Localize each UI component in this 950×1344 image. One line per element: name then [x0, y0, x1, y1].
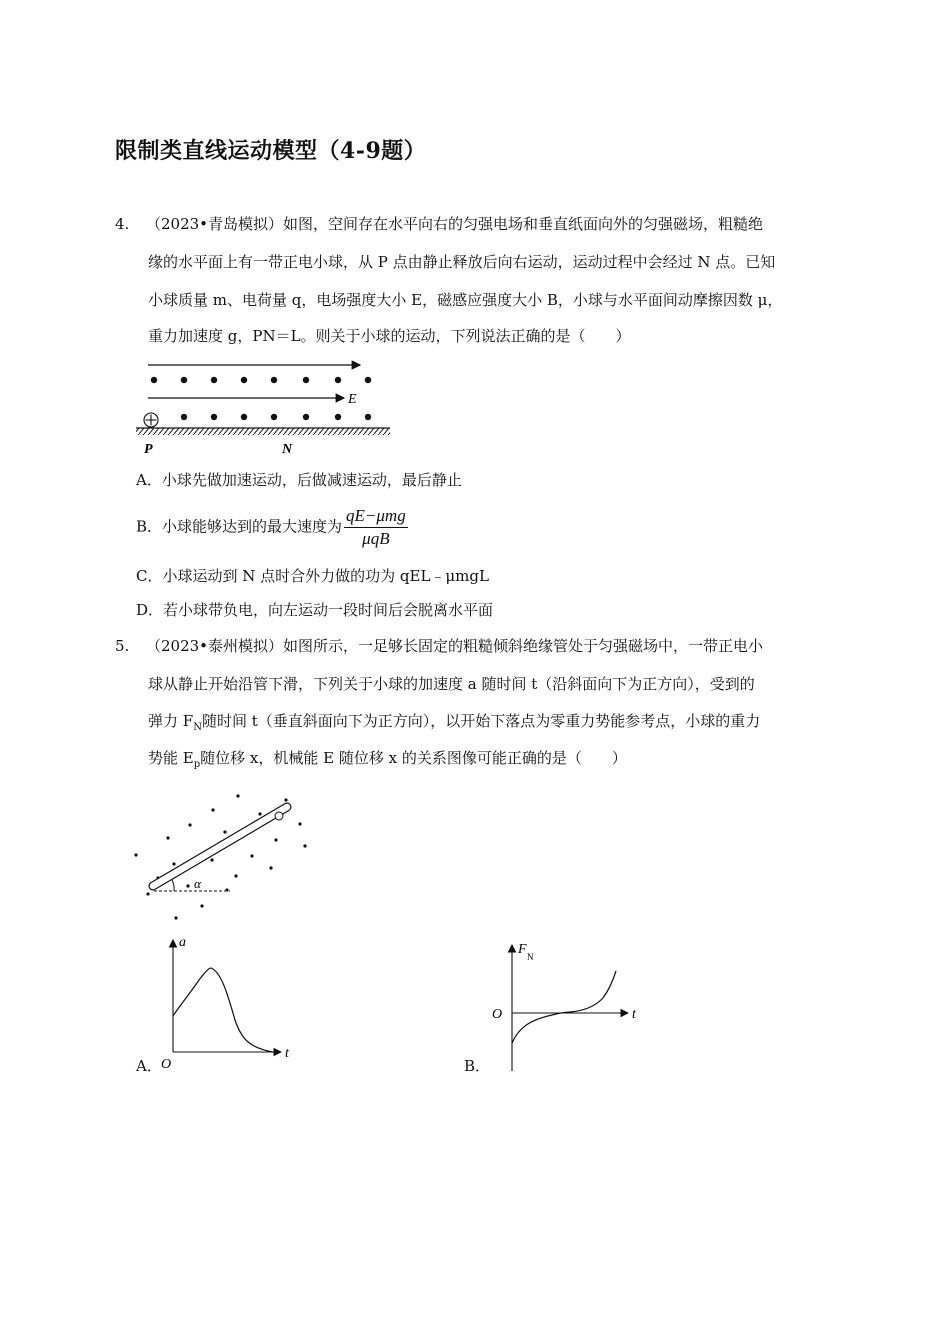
graph-b-x-label: t — [632, 1007, 636, 1022]
line-3-prefix: 弹力 F — [148, 712, 194, 730]
question-5-line-3 — [148, 711, 760, 738]
line-4-subscript: p — [193, 759, 201, 770]
graph-b-origin: O — [492, 1007, 503, 1022]
magnetic-field-dots-row-1 — [151, 377, 371, 383]
ground-hatching — [136, 428, 390, 435]
option-a: A．小球先做加速运动，后做减速运动，最后静止 — [136, 471, 462, 489]
option-d: D．若小球带负电，向左运动一段时间后会脱离水平面 — [136, 601, 494, 619]
inclined-tube-diagram — [128, 790, 313, 925]
angle-arc — [172, 880, 174, 891]
graph-b-curve — [512, 971, 616, 1043]
positive-charge-ball — [144, 413, 158, 427]
option-b-text: B．小球能够达到的最大速度为 — [136, 517, 343, 536]
fraction-denominator: μqB — [362, 529, 390, 548]
option-a-label: A． — [136, 1057, 162, 1075]
question-4-line-4: 重力加速度 g，PN＝L。则关于小球的运动，下列说法正确的是（ ） — [148, 327, 631, 345]
line-4-prefix: 势能 E — [148, 749, 194, 767]
graph-a-curve — [173, 968, 273, 1052]
graph-a-origin: O — [161, 1057, 172, 1072]
magnetic-field-dots-row-2 — [181, 414, 371, 420]
graph-b-y-label: F — [518, 942, 527, 957]
graph-a-y-label: a — [179, 935, 186, 950]
graph-a-x-label: t — [285, 1046, 289, 1061]
question-4-line-1: （2023•青岛模拟）如图，空间存在水平向右的匀强电场和垂直纸面向外的匀强磁场，粗糙绝 — [146, 215, 764, 233]
question-5-line-4 — [148, 748, 627, 775]
max-speed-fraction — [344, 506, 408, 549]
charged-ball — [275, 812, 283, 820]
question-5-number: 5. — [115, 637, 130, 655]
graph-b-y-subscript: N — [527, 952, 534, 962]
insulating-tube — [153, 807, 287, 886]
label-E: E — [348, 392, 357, 407]
option-c: C．小球运动到 N 点时合外力做的功为 qEL﹣μmgL — [136, 567, 489, 585]
question-5-line-2: 球从静止开始沿管下滑，下列关于小球的加速度 a 随时间 t（沿斜面向下为正方向），受到的 — [148, 675, 755, 693]
question-4-line-3: 小球质量 m、电荷量 q，电场强度大小 E，磁感应强度大小 B，小球与水平面间动摩擦因数 μ， — [148, 291, 783, 309]
question-5-line-1: （2023•泰州模拟）如图所示，一足够长固定的粗糙倾斜绝缘管处于匀强磁场中，一带正电小 — [146, 637, 764, 655]
label-P: P — [144, 442, 153, 457]
fraction-numerator: qE−μmg — [344, 506, 408, 528]
option-b — [136, 506, 408, 549]
line-3-subscript: N — [193, 722, 202, 733]
label-N: N — [282, 442, 293, 457]
question-4-number: 4. — [115, 215, 130, 233]
graph-b-normal-force-vs-time — [486, 935, 646, 1080]
line-3-rest: 随时间 t（垂直斜面向下为正方向），以开始下落点为零重力势能参考点，小球的重力 — [201, 712, 761, 730]
page-title: 限制类直线运动模型（4-9题） — [115, 138, 427, 164]
line-4-rest: 随位移 x，机械能 E 随位移 x 的关系图像可能正确的是（ ） — [200, 749, 627, 767]
angle-alpha-label: α — [194, 876, 201, 891]
field-diagram — [134, 356, 399, 458]
option-b-label: B． — [464, 1057, 491, 1075]
question-4-line-2: 缘的水平面上有一带正电小球，从 P 点由静止释放后向右运动，运动过程中会经过 N 点。已知 — [148, 253, 776, 271]
graph-a-acceleration-vs-time — [155, 928, 305, 1076]
